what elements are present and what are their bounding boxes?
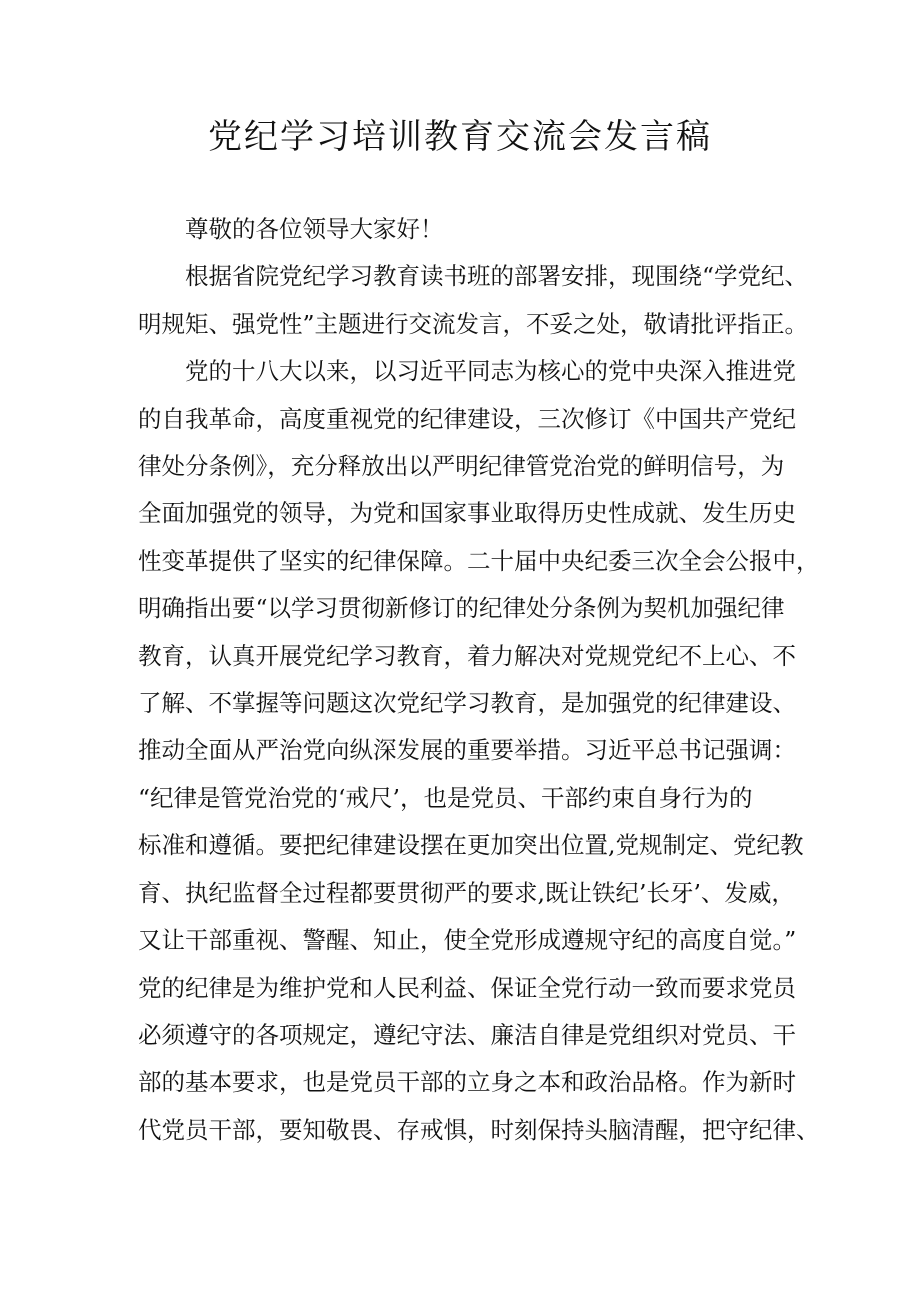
paragraph-line: 必须遵守的各项规定，遵纪守法、廉洁自律是党组织对党员、干 <box>138 1020 796 1049</box>
paragraph-line: 代党员干部，要知敬畏、存戒惧，时刻保持头脑清醒，把守纪律、 <box>138 1115 820 1144</box>
paragraph-line: 推动全面从严治党向纵深发展的重要举措。习近平总书记强调： <box>138 736 796 765</box>
paragraph-line: 党的纪律是为维护党和人民利益、保证全党行动一致而要求党员 <box>138 973 796 1002</box>
paragraph-line: 律处分条例》，充分释放出以严明纪律管党治党的鲜明信号，为 <box>138 452 785 481</box>
paragraph-line: 标准和遵循。要把纪律建设摆在更加突出位置,党规制定、党纪教 <box>138 831 804 860</box>
paragraph-line: 全面加强党的领导，为党和国家事业取得历史性成就、发生历史 <box>138 499 796 528</box>
paragraph-line: “纪律是管党治党的‘戒尺’，也是党员、干部约束自身行为的 <box>138 783 753 812</box>
paragraph-line: 部的基本要求，也是党员干部的立身之本和政治品格。作为新时 <box>138 1068 796 1097</box>
paragraph-line: 明规矩、强党性”主题进行交流发言，不妥之处，敬请批评指正。 <box>138 309 809 338</box>
paragraph-line: 育、执纪监督全过程都要贯彻严的要求,既让铁纪’长牙’、发威， <box>138 878 795 907</box>
paragraph-line: 又让干部重视、警醒、知止，使全党形成遵规守纪的高度自觉。” <box>138 926 797 955</box>
paragraph-line: 教育，认真开展党纪学习教育，着力解决对党规党纪不上心、不 <box>138 641 796 670</box>
greeting <box>138 206 798 253</box>
document-title: 党纪学习培训教育交流会发言稿 <box>208 117 712 157</box>
paragraph-line: 明确指出要“以学习贯彻新修订的纪律处分条例为契机加强纪律 <box>138 594 785 623</box>
paragraph-line: 根据省院党纪学习教育读书班的部署安排，现围绕“学党纪、 <box>185 262 809 291</box>
paragraph-line: 党的十八大以来，以习近平同志为核心的党中央深入推进党 <box>185 357 796 386</box>
document-body <box>138 206 820 1154</box>
paragraph-line: 性变革提供了坚实的纪律保障。二十届中央纪委三次全会公报中， <box>138 546 820 575</box>
paragraph-main <box>138 348 820 1154</box>
paragraph-line: 的自我革命，高度重视党的纪律建设，三次修订《中国共产党纪 <box>138 404 796 433</box>
paragraph-intro <box>138 253 809 348</box>
greeting-line: 尊敬的各位领导大家好！ <box>185 215 444 243</box>
paragraph-line: 了解、不掌握等问题这次党纪学习教育，是加强党的纪律建设、 <box>138 689 796 718</box>
